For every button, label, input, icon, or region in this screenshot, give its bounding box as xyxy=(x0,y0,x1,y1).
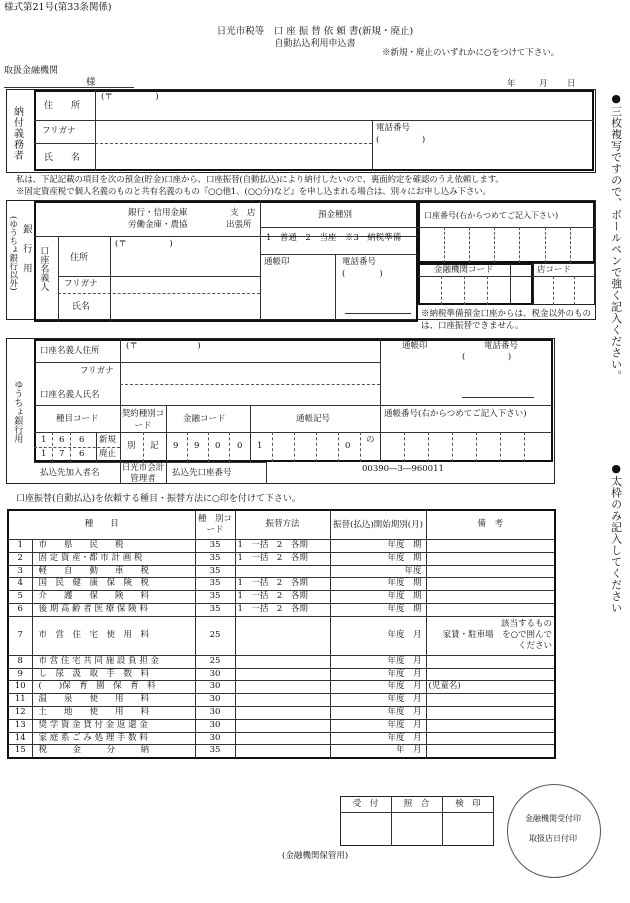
header-type: 種 目 xyxy=(8,510,195,540)
type-code-1-a: 1 xyxy=(41,435,47,445)
item-start[interactable]: 年度 月 xyxy=(330,732,426,745)
item-name: 国 民 健 康 保 険 税 xyxy=(32,578,195,591)
item-no: 6 xyxy=(8,603,32,616)
item-start[interactable]: 年度 期 xyxy=(330,591,426,604)
item-code: 30 xyxy=(195,681,235,694)
fin-code-2: 9 xyxy=(194,441,200,451)
fin-code-4: 0 xyxy=(237,441,243,451)
item-no: 12 xyxy=(8,706,32,719)
items-intro: 口座振替(自動払込)を依頼する種目・振替方法に○印を付けて下さい。 xyxy=(16,494,301,504)
item-start[interactable]: 年度 期 xyxy=(330,603,426,616)
item-row xyxy=(8,706,555,719)
side-note-thick-frame: ●太枠のみ記入してください xyxy=(609,462,623,614)
yucho-address-label: 口座名義人住所 xyxy=(40,346,100,356)
items-header-row xyxy=(8,510,555,540)
item-row xyxy=(8,694,555,707)
item-remarks xyxy=(426,591,555,604)
item-no: 5 xyxy=(8,591,32,604)
item-remarks xyxy=(426,732,555,745)
yucho-postal[interactable]: (〒 ) xyxy=(126,341,201,351)
office-receipt: 受 付 xyxy=(352,799,379,809)
item-method[interactable]: 1 一括 2 各期 xyxy=(235,578,330,591)
yucho-phone-paren[interactable]: ( ) xyxy=(462,352,512,362)
bank-branch-2: 出張所 xyxy=(226,220,252,230)
item-code: 30 xyxy=(195,719,235,732)
item-start[interactable]: 年度 期 xyxy=(330,578,426,591)
item-start[interactable]: 年度 月 xyxy=(330,719,426,732)
item-remarks: (児童名) xyxy=(426,681,555,694)
payer-name-label: 氏 名 xyxy=(44,153,81,163)
bank-institution-1: 銀行・信用金庫 xyxy=(128,208,188,218)
item-name: し 尿 汲 取 手 数 料 xyxy=(32,668,195,681)
item-name: 奨 学 資 金 貸 付 金 返 還 金 xyxy=(32,719,195,732)
item-method[interactable] xyxy=(235,681,330,694)
payer-phone-label: 電話番号 xyxy=(376,123,411,133)
item-start[interactable]: 年度 月 xyxy=(330,668,426,681)
item-row xyxy=(8,732,555,745)
header-start: 振替(払込)開始期別(月) xyxy=(330,510,426,540)
item-no: 9 xyxy=(8,668,32,681)
item-method[interactable] xyxy=(235,616,330,655)
item-remarks xyxy=(426,706,555,719)
bank-label: 取扱金融機関 xyxy=(4,66,59,76)
item-no: 14 xyxy=(8,732,32,745)
item-remarks xyxy=(426,565,555,578)
item-name: 軽 自 動 車 税 xyxy=(32,565,195,578)
office-inspect: 検 印 xyxy=(455,799,481,809)
item-name: 固 定 資 産・都 市 計 画 税 xyxy=(32,552,195,565)
item-no: 7 xyxy=(8,616,32,655)
abolish-option[interactable]: 廃止 xyxy=(99,449,117,459)
account-no-label: 口座番号(右からつめてご記入下さい) xyxy=(424,211,559,220)
yucho-name-label: 口座名義人氏名 xyxy=(40,390,100,400)
item-no: 8 xyxy=(8,655,32,668)
stamp-line2: 取扱店日付印 xyxy=(529,834,577,843)
item-code: 30 xyxy=(195,732,235,745)
payer-side-label: 納付義務者 xyxy=(11,106,23,161)
holder-address-label: 住所 xyxy=(70,253,89,263)
item-code: 35 xyxy=(195,591,235,604)
bank-phone-paren[interactable]: ( ) xyxy=(342,269,383,279)
fin-code-1: 9 xyxy=(173,441,179,451)
item-code: 35 xyxy=(195,540,235,553)
inst-code-label: 金融機関コード xyxy=(434,265,494,275)
yucho-phone-label: 電話番号 xyxy=(484,341,519,351)
item-code: 35 xyxy=(195,745,235,758)
payer-postal[interactable]: (〒 ) xyxy=(101,92,159,102)
item-row xyxy=(8,565,555,578)
payer-address-label: 住 所 xyxy=(44,101,81,111)
item-code: 30 xyxy=(195,668,235,681)
item-no: 11 xyxy=(8,694,32,707)
item-code: 35 xyxy=(195,552,235,565)
item-row xyxy=(8,681,555,694)
item-name: ( )保 育 園 保 育 料 xyxy=(32,681,195,694)
contract-code-2: 記 xyxy=(150,441,159,451)
item-no: 15 xyxy=(8,745,32,758)
yucho-side-label: ゆうちょ銀行用 xyxy=(12,380,23,443)
date-month: 月 xyxy=(539,79,548,89)
item-row xyxy=(8,603,555,616)
item-remarks xyxy=(426,552,555,565)
bank-underline xyxy=(4,87,134,88)
yucho-seal-label: 通帳印 xyxy=(402,341,428,351)
holder-name-label: 氏名 xyxy=(72,302,91,312)
items-table xyxy=(7,509,556,759)
bank-branch-1: 支 店 xyxy=(230,208,256,218)
form-number: 様式第21号(第33条関係) xyxy=(4,2,112,13)
type-code-1-b: 6 xyxy=(59,435,65,445)
item-row xyxy=(8,616,555,655)
item-no: 3 xyxy=(8,565,32,578)
item-remarks xyxy=(426,745,555,758)
item-code: 35 xyxy=(195,603,235,616)
type-code-2-c: 6 xyxy=(79,449,85,459)
payer-member-label: 払込先加入者名 xyxy=(40,468,100,478)
item-remarks xyxy=(426,694,555,707)
item-name: 温 泉 使 用 料 xyxy=(32,694,195,707)
item-remarks xyxy=(426,540,555,553)
item-method[interactable] xyxy=(235,745,330,758)
passbook-symbol-label: 通帳記号 xyxy=(296,414,331,424)
item-remarks xyxy=(426,668,555,681)
item-remarks xyxy=(426,578,555,591)
item-name: 後 期 高 齢 者 医 療 保 険 料 xyxy=(32,603,195,616)
item-start[interactable]: 年度 期 xyxy=(330,552,426,565)
item-code: 25 xyxy=(195,655,235,668)
item-code: 35 xyxy=(195,578,235,591)
item-method[interactable]: 1 一括 2 各期 xyxy=(235,591,330,604)
item-no: 13 xyxy=(8,719,32,732)
item-row xyxy=(8,540,555,553)
symbol-first-digit: 1 xyxy=(257,441,263,451)
passbook-no-suffix: の xyxy=(366,435,375,445)
item-row xyxy=(8,745,555,758)
item-method[interactable] xyxy=(235,732,330,745)
bank-note: ※納税準備預金口座からは、税金以外のものは、口座振替できません。 xyxy=(421,309,592,331)
item-method[interactable] xyxy=(235,694,330,707)
item-method[interactable]: 1 一括 2 各期 xyxy=(235,552,330,565)
payee-account-value: 00390―3―960011 xyxy=(362,464,444,474)
holder-furigana-label: フリガナ xyxy=(64,279,98,289)
reception-stamp-circle xyxy=(507,784,601,878)
item-method[interactable] xyxy=(235,655,330,668)
type-code-2-a: 1 xyxy=(41,449,47,459)
statement-line1: 私は、下記記載の項目を次の預金(貯金)口座から、口座振替(自動払込)により納付したいので、裏面約定を確認のうえ依頼します。 xyxy=(16,175,504,185)
symbol-last-digit: 0 xyxy=(345,441,351,451)
bank-phone-label: 電話番号 xyxy=(342,257,377,267)
header-method: 振替方法 xyxy=(235,510,330,540)
item-method[interactable] xyxy=(235,706,330,719)
item-method[interactable] xyxy=(235,668,330,681)
fin-code-label: 金融コード xyxy=(183,414,226,424)
deposit-type-label: 預金種別 xyxy=(318,210,353,220)
payer-phone-paren[interactable]: ( ) xyxy=(376,135,426,145)
date-day: 日 xyxy=(567,79,576,89)
passbook-no-label: 通帳番号(右からつめてご記入下さい) xyxy=(384,409,527,419)
new-abolish-notice: ※新規・廃止のいずれかに○をつけて下さい。 xyxy=(382,48,560,58)
item-code: 30 xyxy=(195,706,235,719)
holder-postal[interactable]: (〒 ) xyxy=(115,239,173,249)
contract-code-label: 契約種別コード xyxy=(121,409,165,431)
item-row xyxy=(8,655,555,668)
office-check: 照 合 xyxy=(403,799,430,809)
item-code: 30 xyxy=(195,694,235,707)
item-name: 土 地 使 用 料 xyxy=(32,706,195,719)
header-code: 種 別コード xyxy=(195,510,235,540)
keep-note: (金融機関保管用) xyxy=(282,851,349,861)
payer-member-value: 日光市会計管理者 xyxy=(121,463,165,484)
item-name: 市 県 民 税 xyxy=(32,540,195,553)
item-no: 1 xyxy=(8,540,32,553)
item-method[interactable] xyxy=(235,719,330,732)
statement-line2: ※固定資産税で個人名義のものと共有名義のもの『○○他1、(○○分)など』を申し込まれる場合は、別々にお申し込み下さい。 xyxy=(16,187,491,197)
item-no: 2 xyxy=(8,552,32,565)
item-code: 25 xyxy=(195,616,235,655)
item-remarks: 該当するもの 家賃・駐車場 を○で囲んで ください xyxy=(426,616,555,655)
item-remarks xyxy=(426,655,555,668)
item-name: 家 庭 系 ご み 処 理 手 数 料 xyxy=(32,732,195,745)
item-start[interactable]: 年 月 xyxy=(330,745,426,758)
type-code-2-b: 7 xyxy=(59,449,65,459)
item-remarks xyxy=(426,719,555,732)
contract-code-1: 別 xyxy=(127,441,136,451)
type-code-1-c: 6 xyxy=(79,435,85,445)
sama-label: 様 xyxy=(86,77,96,88)
item-start[interactable]: 年度 月 xyxy=(330,694,426,707)
payee-account-label: 払込先口座番号 xyxy=(172,468,232,478)
deposit-type-options[interactable]: 1 普通 2 当座 ※3 納税準備 xyxy=(266,233,402,243)
item-start[interactable]: 年度 月 xyxy=(330,681,426,694)
stamp-line1: 金融機関受付印 xyxy=(525,814,581,823)
item-start[interactable]: 年度 xyxy=(330,565,426,578)
item-row xyxy=(8,552,555,565)
item-code: 35 xyxy=(195,565,235,578)
item-remarks xyxy=(426,603,555,616)
bank-side-sub: (ゆうちょ銀行以外) xyxy=(7,216,18,291)
bank-side-label: 銀行用 xyxy=(20,224,32,283)
item-row xyxy=(8,591,555,604)
bank-institution-2: 労働金庫・農協 xyxy=(128,220,188,230)
item-row xyxy=(8,668,555,681)
item-name: 市 営 住 宅 共 同 施 設 負 担 金 xyxy=(32,655,195,668)
item-start[interactable]: 年度 期 xyxy=(330,540,426,553)
item-name: 介 護 保 険 料 xyxy=(32,591,195,604)
item-no: 10 xyxy=(8,681,32,694)
form-title: 日光市税等 口 座 振 替 依 頼 書(新規・廃止) xyxy=(216,26,414,37)
fin-code-3: 0 xyxy=(215,441,221,451)
form-subtitle: 自動払込利用申込書 xyxy=(274,39,356,49)
item-start[interactable]: 年度 月 xyxy=(330,655,426,668)
payer-furigana-label: フリガナ xyxy=(42,126,76,136)
item-name: 市 営 住 宅 使 用 料 xyxy=(32,616,195,655)
item-method[interactable] xyxy=(235,565,330,578)
item-row xyxy=(8,719,555,732)
item-method[interactable]: 1 一括 2 各期 xyxy=(235,603,330,616)
date-year: 年 xyxy=(507,79,516,89)
holder-label: 口座名義人 xyxy=(38,246,49,291)
item-method[interactable]: 1 一括 2 各期 xyxy=(235,540,330,553)
branch-code-label: 店コード xyxy=(537,265,572,275)
side-note-ballpen: ●三枚複写ですので、ボールペンで強く記入ください。 xyxy=(609,92,623,382)
bank-seal-label: 通帳印 xyxy=(264,257,290,267)
item-no: 4 xyxy=(8,578,32,591)
yucho-furigana-label: フリガナ xyxy=(80,366,114,376)
item-name: 税 金 分 納 xyxy=(32,745,195,758)
new-option[interactable]: 新規 xyxy=(99,435,117,445)
header-remarks: 備 考 xyxy=(426,510,555,540)
item-row xyxy=(8,578,555,591)
item-start[interactable]: 年度 月 xyxy=(330,706,426,719)
type-code-label: 種目コード xyxy=(56,414,99,424)
item-start[interactable]: 年度 月 xyxy=(330,616,426,655)
